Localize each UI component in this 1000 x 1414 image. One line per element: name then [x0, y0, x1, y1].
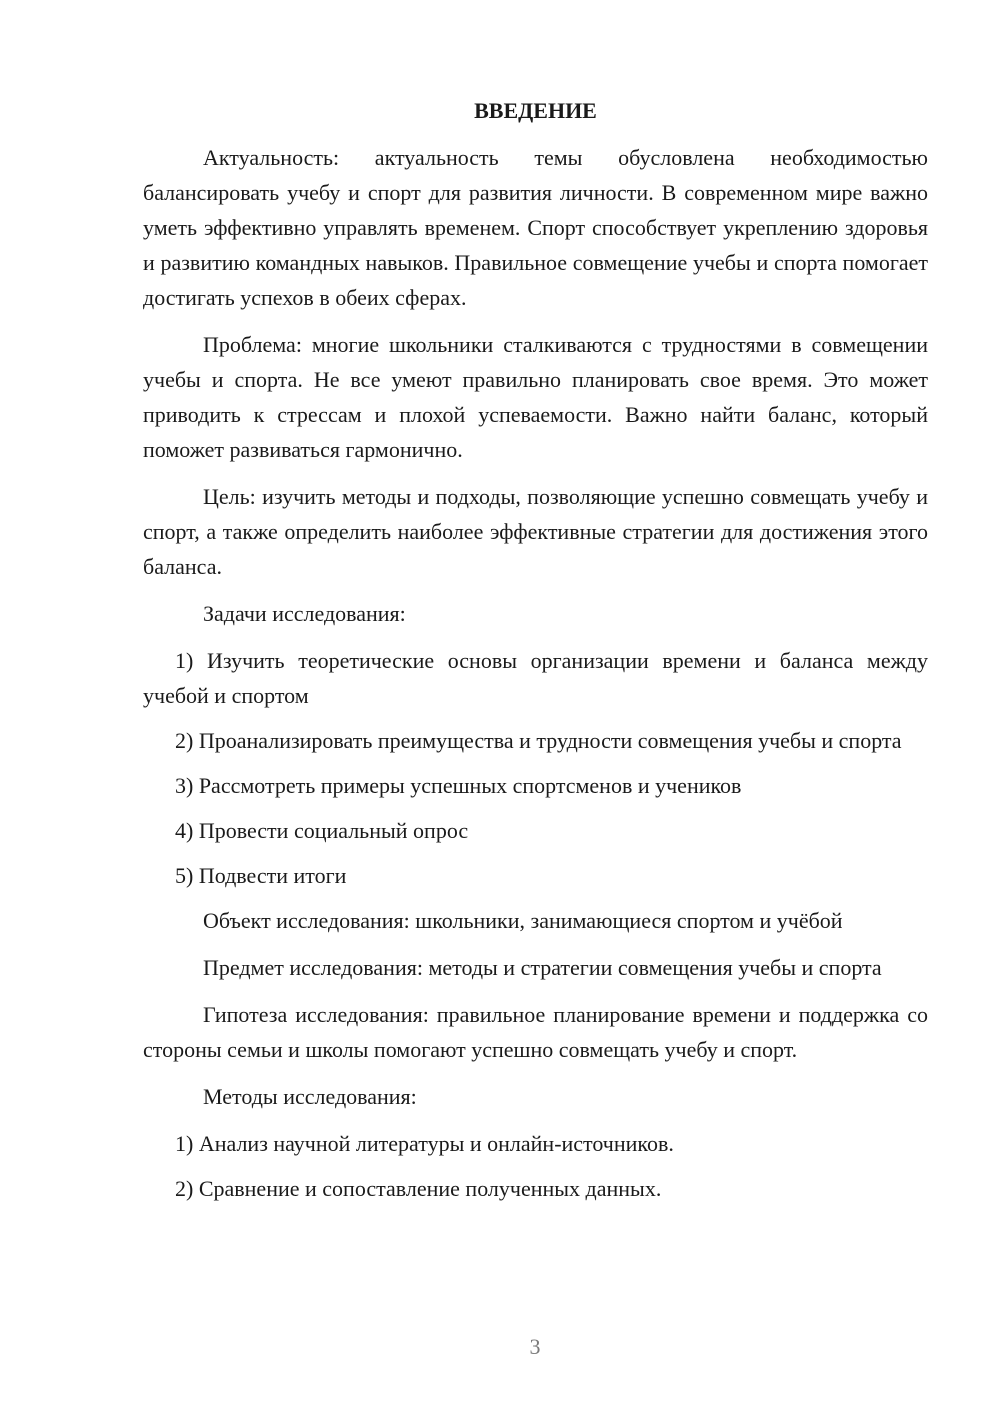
- task-item-3: 3) Рассмотреть примеры успешных спортсменов и учеников: [175, 773, 742, 798]
- hypothesis-paragraph: Гипотеза исследования: правильное планирование времени и поддержка со стороны семьи и школы помогают успешно совмещать учебу и спорт.: [143, 1002, 928, 1062]
- subject-paragraph: Предмет исследования: методы и стратегии совмещения учебы и спорта: [203, 955, 882, 980]
- tasks-heading: Задачи исследования:: [203, 601, 406, 626]
- task-item-5: 5) Подвести итоги: [175, 863, 347, 888]
- object-paragraph: Объект исследования: школьники, занимающиеся спортом и учёбой: [203, 908, 843, 933]
- page-number: 3: [529, 1334, 541, 1359]
- task-item-1: 1) Изучить теоретические основы организации времени и баланса между учебой и спортом: [143, 648, 928, 708]
- method-item-1: 1) Анализ научной литературы и онлайн-источников.: [175, 1131, 674, 1156]
- method-item-2: 2) Сравнение и сопоставление полученных данных.: [175, 1176, 662, 1201]
- task-item-2: 2) Проанализировать преимущества и трудности совмещения учебы и спорта: [175, 728, 902, 753]
- page-content: [143, 93, 928, 1216]
- methods-heading: Методы исследования:: [203, 1084, 417, 1109]
- task-item-4: 4) Провести социальный опрос: [175, 818, 469, 843]
- problem-paragraph: Проблема: многие школьники сталкиваются с трудностями в совмещении учебы и спорта. Не все умеют правильно планировать свое время. Это может приводить к стрессам и плохой успеваемости. Важно найти баланс, который поможет развиваться гармонично.: [143, 332, 928, 462]
- section-title: ВВЕДЕНИЕ: [474, 98, 597, 123]
- goal-paragraph: Цель: изучить методы и подходы, позволяющие успешно совмещать учебу и спорт, а также определить наиболее эффективные стратегии для достижения этого баланса.: [143, 484, 928, 579]
- relevance-paragraph: Актуальность: актуальность темы обусловлена необходимостью балансировать учебу и спорт для развития личности. В современном мире важно уметь эффективно управлять временем. Спорт способствует укреплению здоровья и развитию командных навыков. Правильное совмещение учебы и спорта помогает достигать успехов в обеих сферах.: [143, 145, 928, 310]
